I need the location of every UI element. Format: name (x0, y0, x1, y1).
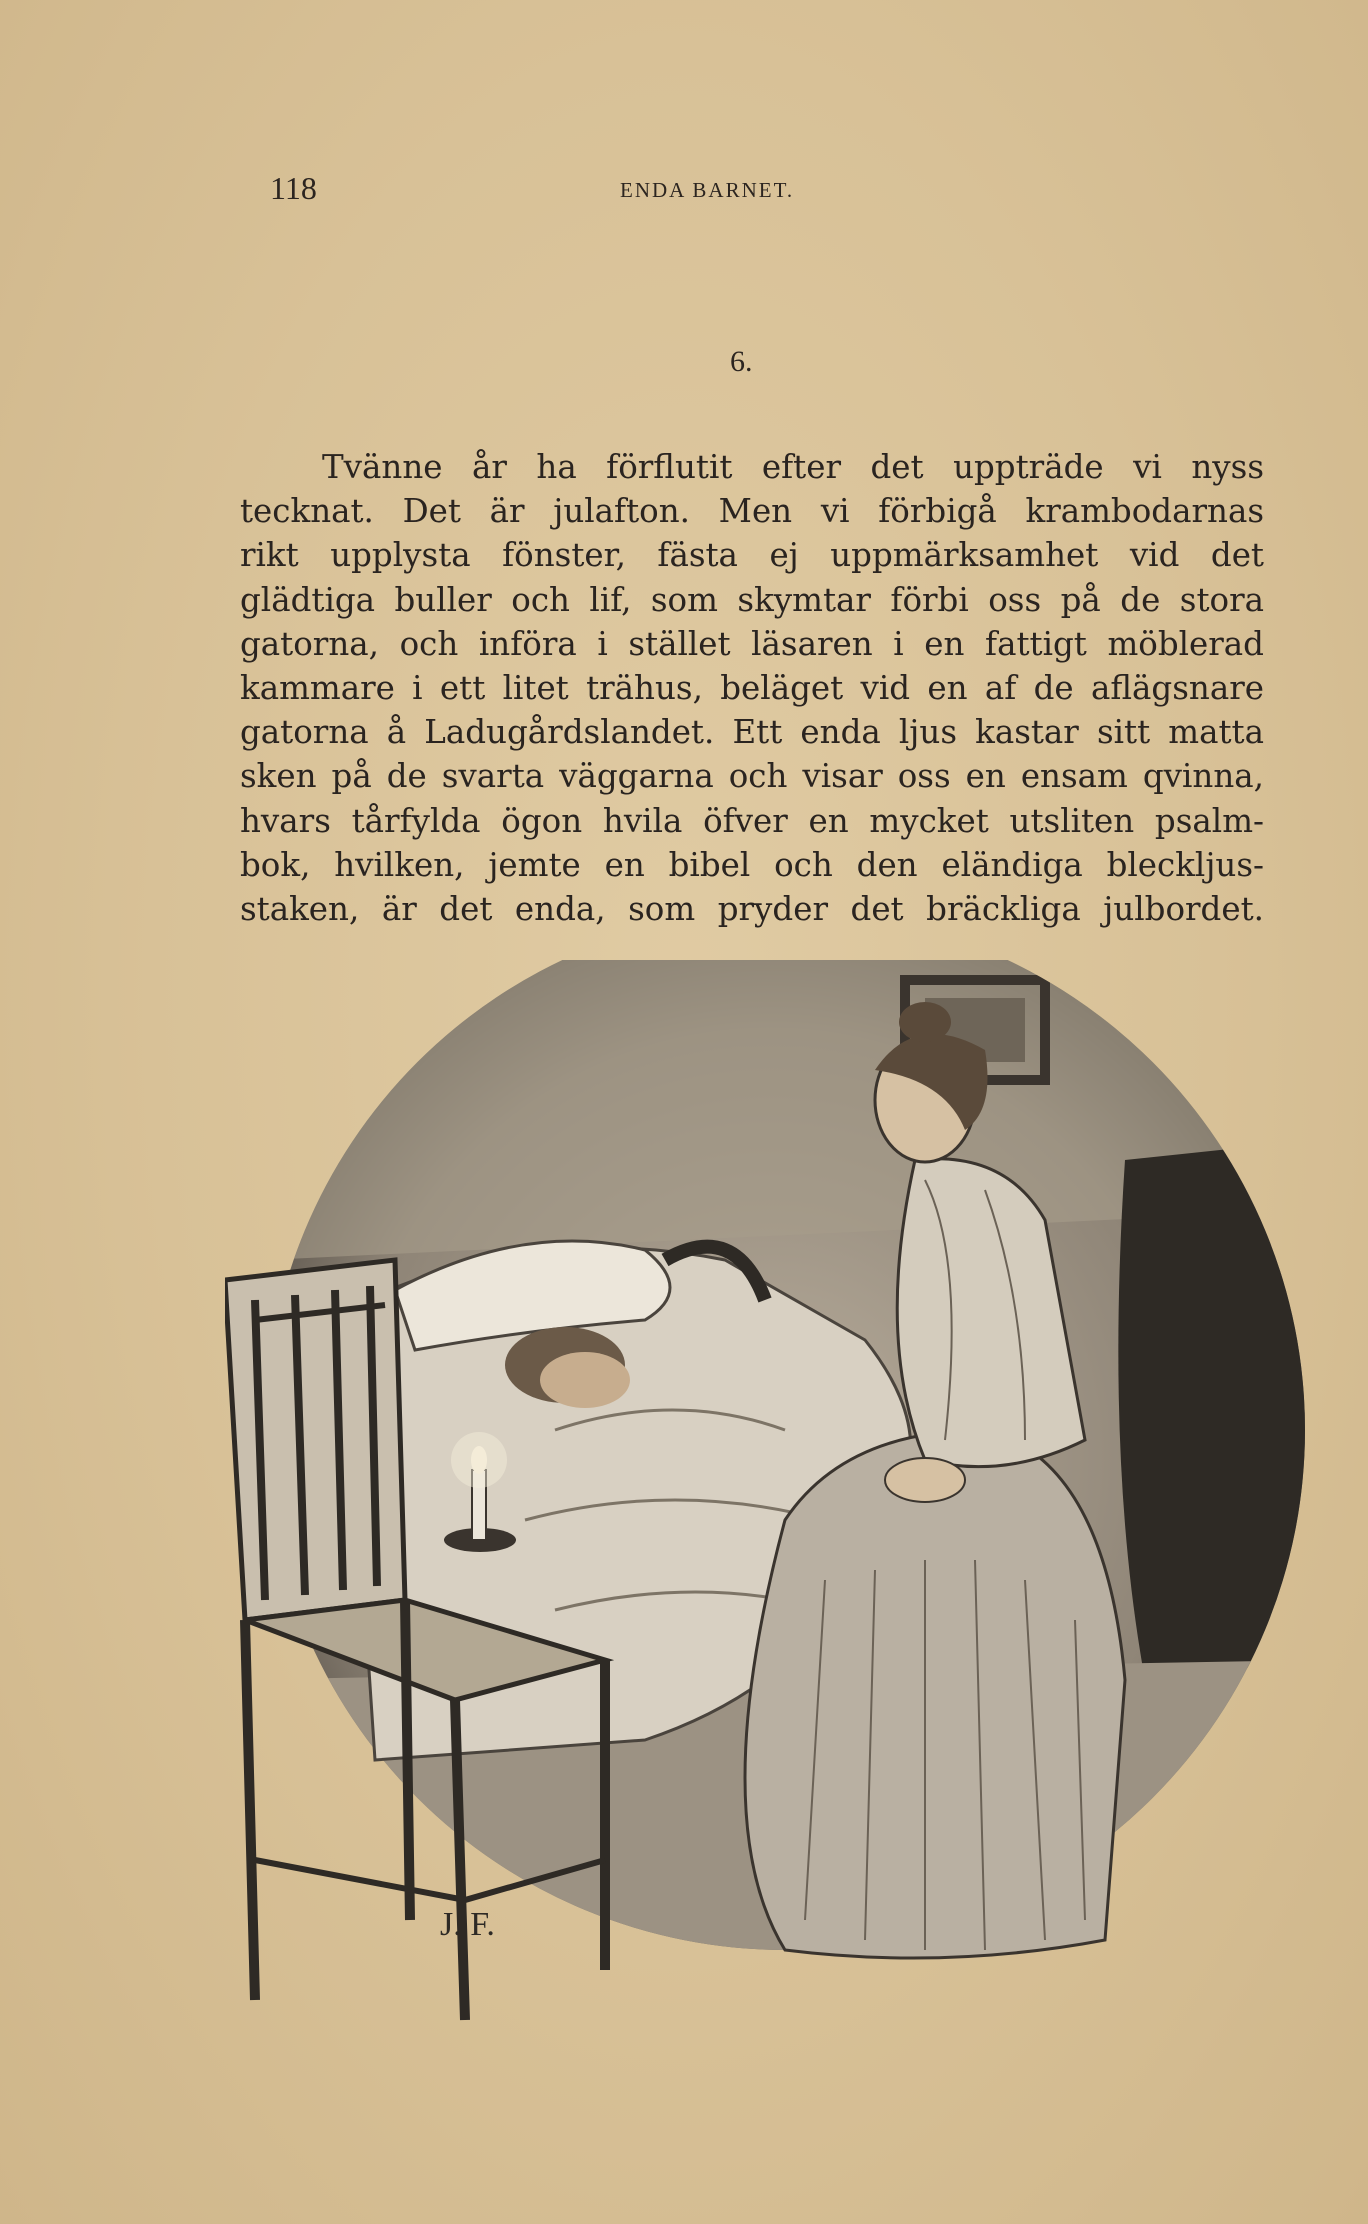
text-line: tecknat. Det är julafton. Men vi förbigå krambodarnas (240, 492, 1264, 531)
text-line: hvars tårfylda ögon hvila öfver en mycket utsliten psalm- (240, 801, 1264, 840)
body-paragraph (240, 445, 1264, 931)
text-line: gatorna å Ladugårdslandet. Ett enda ljus kastar sitt matta (240, 713, 1264, 752)
text-line: sken på de svarta väggarna och visar oss en ensam qvinna, (240, 757, 1264, 796)
text-line: glädtiga buller och lif, som skymtar förbi oss på de stora (240, 580, 1264, 619)
section-number: 6. (730, 345, 753, 378)
artist-signature: J. F. (440, 1906, 495, 1943)
text-line: Tvänne år ha förflutit efter det uppträde vi nyss (322, 448, 1264, 486)
text-line: kammare i ett litet trähus, beläget vid en af de aflägsnare (240, 668, 1264, 707)
text-line: gatorna, och införa i stället läsaren i en fattigt möblerad (240, 624, 1264, 663)
text-line: staken, är det enda, som pryder det bräckliga julbordet. (240, 889, 1264, 928)
running-head: ENDA BARNET. (620, 178, 795, 202)
text-line: rikt upplysta fönster, fästa ej uppmärksamhet vid det (240, 536, 1264, 575)
page-header (270, 170, 1150, 210)
page-number: 118 (270, 170, 317, 206)
text-line: bok, hvilken, jemte en bibel och den eländiga bleckljus- (240, 845, 1264, 884)
illustration-woman-by-bed (225, 960, 1315, 2060)
